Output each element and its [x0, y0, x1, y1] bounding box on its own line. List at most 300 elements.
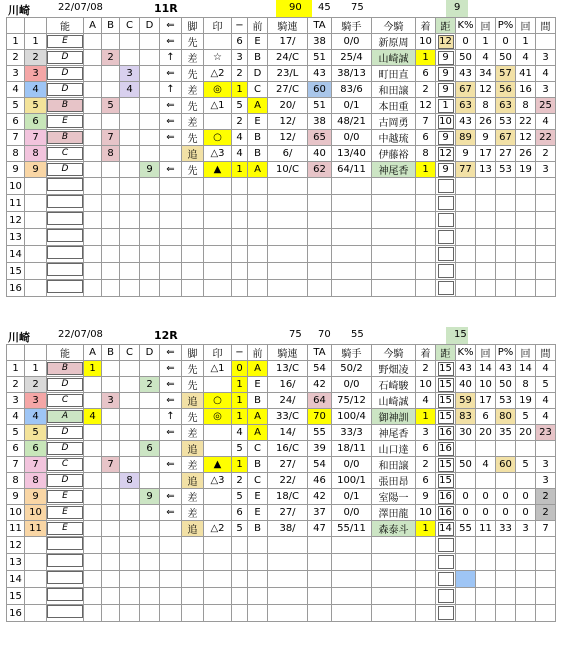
cell-m: 1 — [232, 409, 248, 425]
cell-ta: 51 — [308, 98, 332, 114]
cell-imakishu: 山崎誠 — [372, 50, 416, 66]
ability-box[interactable]: D — [47, 67, 83, 80]
cell-mae: D — [248, 66, 268, 82]
cell-c — [120, 361, 140, 377]
column-header: D — [140, 345, 160, 361]
kyori-box[interactable]: 9 — [438, 83, 454, 97]
cell-k1 — [476, 537, 496, 554]
kyori-box[interactable] — [438, 589, 454, 603]
cell-mae: C — [248, 473, 268, 489]
cell-u: 4 — [25, 82, 47, 98]
table-row[interactable] — [7, 34, 556, 50]
cell-k1: 34 — [476, 66, 496, 82]
ability-box[interactable]: D — [47, 83, 83, 96]
cell-kan — [536, 195, 556, 212]
cell-kan: 22 — [536, 130, 556, 146]
cell-arr: ⇐ — [160, 377, 182, 393]
cell-kan — [536, 212, 556, 229]
table-row[interactable] — [7, 146, 556, 162]
table-row[interactable] — [7, 441, 556, 457]
cell-m: 6 — [232, 505, 248, 521]
cell-chaku — [416, 605, 436, 622]
cell-a — [84, 229, 102, 246]
cell-a — [84, 195, 102, 212]
cell-no: 3 — [7, 393, 25, 409]
table-row[interactable] — [7, 98, 556, 114]
kyori-box[interactable]: 9 — [438, 51, 454, 65]
cell-nou — [47, 195, 84, 212]
cell-c — [120, 98, 140, 114]
cell-k2 — [516, 246, 536, 263]
column-header: 回 — [476, 18, 496, 34]
cell-pp: 50 — [496, 50, 516, 66]
table-row[interactable] — [7, 114, 556, 130]
cell-m — [232, 178, 248, 195]
cell-pp: 80 — [496, 409, 516, 425]
cell-d — [140, 588, 160, 605]
column-header: K% — [456, 345, 476, 361]
cell-mae — [248, 554, 268, 571]
column-header: B — [102, 18, 120, 34]
cell-kan: 23 — [536, 425, 556, 441]
ability-box[interactable]: D — [47, 51, 83, 64]
kyori-box[interactable]: 16 — [439, 442, 452, 454]
table-row[interactable] — [7, 473, 556, 489]
kyori-box[interactable]: 9 — [438, 163, 454, 177]
ability-box[interactable]: E — [47, 522, 83, 535]
cell-pp: 35 — [496, 425, 516, 441]
cell-kishu — [332, 229, 372, 246]
table-row-empty — [7, 263, 556, 280]
ability-box[interactable] — [47, 195, 83, 208]
cell-u — [25, 229, 47, 246]
cell-imakishu: 本田重 — [372, 98, 416, 114]
cell-d — [140, 229, 160, 246]
cell-kyaku: 先 — [182, 409, 204, 425]
cell-m: 1 — [232, 377, 248, 393]
cell-kiren — [268, 554, 308, 571]
kyori-box[interactable] — [438, 213, 454, 227]
cell-arr — [160, 588, 182, 605]
ability-box[interactable] — [47, 537, 83, 550]
ability-box[interactable]: D — [47, 474, 83, 487]
cell-kp: 63 — [456, 98, 476, 114]
column-header: 騎連 — [268, 345, 308, 361]
cell-kyori — [436, 98, 456, 114]
cell-u: 1 — [25, 34, 47, 50]
cell-pp — [496, 229, 516, 246]
cell-shirushi: ○ — [204, 393, 232, 409]
kyori-box[interactable]: 16 — [439, 490, 452, 502]
column-header: − — [232, 345, 248, 361]
cell-kishu — [332, 554, 372, 571]
cell-mae: E — [248, 114, 268, 130]
cell-a — [84, 246, 102, 263]
column-header: 印 — [204, 18, 232, 34]
cell-b — [102, 246, 120, 263]
kyori-box[interactable]: 9 — [438, 131, 454, 145]
kyori-box[interactable]: 15 — [439, 410, 452, 422]
ability-box[interactable] — [47, 554, 83, 567]
cell-c — [120, 263, 140, 280]
ability-box[interactable] — [47, 280, 83, 293]
cell-k2: 14 — [516, 361, 536, 377]
cell-shirushi: △3 — [204, 146, 232, 162]
table-row[interactable] — [7, 409, 556, 425]
ability-box[interactable]: B — [47, 99, 83, 112]
kyori-box[interactable] — [438, 281, 454, 295]
cell-chaku: 1 — [416, 521, 436, 537]
cell-ta — [308, 605, 332, 622]
column-header: 脚 — [182, 18, 204, 34]
cell-c — [120, 588, 140, 605]
cell-imakishu — [372, 178, 416, 195]
cell-pp: 0 — [496, 34, 516, 50]
kyori-box[interactable]: 15 — [439, 362, 452, 374]
cell-kyaku — [182, 246, 204, 263]
cell-shirushi — [204, 195, 232, 212]
cell-kyori — [436, 50, 456, 66]
cell-arr: ⇐ — [160, 505, 182, 521]
ability-box[interactable]: E — [47, 115, 83, 128]
cell-kishu: 0/0 — [332, 457, 372, 473]
cell-u — [25, 178, 47, 195]
kyori-box[interactable]: 14 — [439, 522, 452, 534]
cell-k1 — [476, 554, 496, 571]
table-row[interactable] — [7, 489, 556, 505]
ability-box[interactable]: D — [47, 163, 83, 176]
cell-kyaku: 追 — [182, 393, 204, 409]
cell-chaku: 6 — [416, 66, 436, 82]
cell-kishu: 33/3 — [332, 425, 372, 441]
cell-no: 8 — [7, 146, 25, 162]
cell-mae — [248, 212, 268, 229]
cell-d — [140, 146, 160, 162]
kyori-box[interactable] — [438, 264, 454, 278]
kyori-box[interactable] — [438, 196, 454, 210]
table-row[interactable] — [7, 66, 556, 82]
kyori-box[interactable]: 16 — [439, 506, 452, 518]
cell-b — [102, 588, 120, 605]
table-row[interactable] — [7, 393, 556, 409]
cell-shirushi — [204, 425, 232, 441]
ability-box[interactable] — [47, 571, 83, 584]
cell-no: 11 — [7, 195, 25, 212]
cell-a — [84, 66, 102, 82]
cell-k2: 26 — [516, 146, 536, 162]
cell-k2: 16 — [516, 82, 536, 98]
cell-ta: 46 — [308, 473, 332, 489]
column-header: 前 — [248, 345, 268, 361]
header-row — [7, 18, 556, 34]
cell-c — [120, 377, 140, 393]
table-row-empty — [7, 178, 556, 195]
ability-box[interactable]: C — [47, 147, 83, 160]
cell-kan — [536, 605, 556, 622]
cell-pp: 50 — [496, 377, 516, 393]
table-row[interactable] — [7, 457, 556, 473]
ability-box[interactable]: A — [47, 410, 83, 423]
table-row[interactable] — [7, 505, 556, 521]
cell-k2 — [516, 441, 536, 457]
cell-b — [102, 489, 120, 505]
cell-kp: 0 — [456, 489, 476, 505]
table-row[interactable] — [7, 82, 556, 98]
ta-header-value: 45 — [318, 2, 331, 13]
cell-kishu — [332, 537, 372, 554]
cell-c — [120, 505, 140, 521]
ability-box[interactable]: C — [47, 394, 83, 407]
kyori-box[interactable] — [438, 555, 454, 569]
column-header-blank — [7, 18, 25, 34]
cell-d — [140, 130, 160, 146]
table-row[interactable] — [7, 521, 556, 537]
ability-box[interactable] — [47, 178, 83, 191]
cell-arr — [160, 212, 182, 229]
ability-box[interactable]: D — [47, 442, 83, 455]
cell-kp: 77 — [456, 162, 476, 178]
cell-m — [232, 280, 248, 297]
column-header: C — [120, 18, 140, 34]
cell-b — [102, 212, 120, 229]
cell-a — [84, 393, 102, 409]
cell-a — [84, 114, 102, 130]
cell-kan: 3 — [536, 473, 556, 489]
cell-m: 2 — [232, 66, 248, 82]
cell-pp: 63 — [496, 98, 516, 114]
ability-box[interactable]: D — [47, 378, 83, 391]
cell-u: 2 — [25, 50, 47, 66]
kyori-box[interactable] — [438, 179, 454, 193]
cell-kiren: 10/C — [268, 162, 308, 178]
cell-m: 4 — [232, 425, 248, 441]
cell-shirushi — [204, 280, 232, 297]
cell-kan: 4 — [536, 361, 556, 377]
cell-chaku — [416, 280, 436, 297]
kyori-box[interactable]: 15 — [439, 378, 452, 390]
cell-u: 5 — [25, 98, 47, 114]
cell-kiren — [268, 195, 308, 212]
cell-k2: 19 — [516, 393, 536, 409]
cell-k2: 8 — [516, 98, 536, 114]
cell-kp — [456, 195, 476, 212]
cell-kyori — [436, 554, 456, 571]
cell-imakishu: 張田昂 — [372, 473, 416, 489]
cell-no: 9 — [7, 162, 25, 178]
cell-mae — [248, 605, 268, 622]
cell-mae — [248, 195, 268, 212]
cell-k1: 4 — [476, 457, 496, 473]
cell-chaku: 1 — [416, 162, 436, 178]
kyori-box[interactable]: 16 — [439, 426, 452, 438]
cell-arr: ⇐ — [160, 114, 182, 130]
kyori-box[interactable]: 15 — [439, 394, 452, 406]
kyori-box[interactable] — [438, 572, 454, 586]
table-row[interactable] — [7, 162, 556, 178]
cell-u — [25, 263, 47, 280]
cell-pp — [496, 571, 516, 588]
ability-box[interactable] — [47, 212, 83, 225]
cell-k2: 5 — [516, 457, 536, 473]
ability-box[interactable] — [47, 588, 83, 601]
kyori-box[interactable] — [438, 606, 454, 620]
cell-no: 2 — [7, 50, 25, 66]
cell-chaku: 10 — [416, 34, 436, 50]
cell-u — [25, 537, 47, 554]
cell-kishu: 18/11 — [332, 441, 372, 457]
cell-chaku: 6 — [416, 473, 436, 489]
kyori-box[interactable]: 15 — [439, 458, 452, 470]
cell-c — [120, 441, 140, 457]
cell-m — [232, 212, 248, 229]
cell-kp: 43 — [456, 361, 476, 377]
cell-k2: 12 — [516, 130, 536, 146]
cell-nou — [47, 489, 84, 505]
cell-kishu: 100/4 — [332, 409, 372, 425]
ability-box[interactable]: E — [47, 35, 83, 48]
cell-kyaku: 差 — [182, 50, 204, 66]
cell-kiren: 24/ — [268, 393, 308, 409]
cell-m: 6 — [232, 34, 248, 50]
cell-c — [120, 229, 140, 246]
table-row-empty — [7, 588, 556, 605]
kyori-box[interactable]: 12 — [439, 147, 452, 159]
cell-k2: 22 — [516, 114, 536, 130]
cell-m — [232, 537, 248, 554]
cell-chaku — [416, 229, 436, 246]
ability-box[interactable]: D — [47, 426, 83, 439]
kyori-box[interactable] — [438, 538, 454, 552]
cell-k1: 6 — [476, 409, 496, 425]
ta-header-value: 70 — [318, 329, 331, 340]
table-row[interactable] — [7, 361, 556, 377]
ability-box[interactable]: C — [47, 458, 83, 471]
ability-box[interactable]: B — [47, 362, 83, 375]
cell-mae: E — [248, 489, 268, 505]
cell-kp: 50 — [456, 457, 476, 473]
column-header: P% — [496, 18, 516, 34]
cell-imakishu: 室陽一 — [372, 489, 416, 505]
cell-imakishu: 澤田龍 — [372, 505, 416, 521]
cell-ta: 42 — [308, 489, 332, 505]
cell-kan: 4 — [536, 393, 556, 409]
cell-kiren: 13/C — [268, 361, 308, 377]
cell-k2: 19 — [516, 162, 536, 178]
table-row[interactable] — [7, 130, 556, 146]
cell-kyori — [436, 114, 456, 130]
table-row[interactable] — [7, 425, 556, 441]
cell-imakishu: 和田譲 — [372, 82, 416, 98]
cell-kp — [456, 229, 476, 246]
cell-a — [84, 605, 102, 622]
cell-shirushi — [204, 212, 232, 229]
cell-kiren: 33/C — [268, 409, 308, 425]
cell-shirushi — [204, 537, 232, 554]
ability-box[interactable] — [47, 246, 83, 259]
cell-d — [140, 195, 160, 212]
table-row-empty — [7, 571, 556, 588]
cell-b — [102, 425, 120, 441]
column-header: 回 — [476, 345, 496, 361]
cell-c: 8 — [120, 473, 140, 489]
table-row-empty — [7, 554, 556, 571]
table-row-empty — [7, 246, 556, 263]
entry-table — [6, 344, 556, 622]
cell-kishu — [332, 588, 372, 605]
cell-c — [120, 393, 140, 409]
kyori-box[interactable]: 15 — [439, 474, 452, 486]
ability-box[interactable] — [47, 605, 83, 618]
cell-arr — [160, 280, 182, 297]
cell-no: 2 — [7, 377, 25, 393]
cell-mae: A — [248, 361, 268, 377]
cell-kiren — [268, 178, 308, 195]
cell-pp: 53 — [496, 114, 516, 130]
kyori-box[interactable]: 1 — [438, 99, 454, 113]
cell-kyori — [436, 178, 456, 195]
cell-kiren — [268, 246, 308, 263]
kyori-box[interactable]: 9 — [438, 67, 454, 81]
cell-pp: 57 — [496, 66, 516, 82]
cell-kiren: 16/ — [268, 377, 308, 393]
cell-chaku: 9 — [416, 489, 436, 505]
cell-u — [25, 554, 47, 571]
cell-imakishu — [372, 588, 416, 605]
cell-b — [102, 280, 120, 297]
cell-shirushi — [204, 605, 232, 622]
cell-imakishu: 石崎駿 — [372, 377, 416, 393]
cell-no: 1 — [7, 34, 25, 50]
table-row[interactable] — [7, 50, 556, 66]
cell-mae — [248, 178, 268, 195]
cell-nou — [47, 588, 84, 605]
cell-u: 7 — [25, 457, 47, 473]
cell-k1: 17 — [476, 393, 496, 409]
cell-kishu: 100/1 — [332, 473, 372, 489]
ability-box[interactable] — [47, 263, 83, 276]
kyori-box[interactable] — [438, 247, 454, 261]
cell-b — [102, 409, 120, 425]
column-header: ⇐ — [160, 345, 182, 361]
cell-arr: ⇐ — [160, 361, 182, 377]
cell-k2 — [516, 195, 536, 212]
column-header: 今騎 — [372, 18, 416, 34]
cell-b: 7 — [102, 130, 120, 146]
cell-kan: 2 — [536, 505, 556, 521]
ability-box[interactable] — [47, 229, 83, 242]
cell-chaku — [416, 571, 436, 588]
cell-ta — [308, 571, 332, 588]
ability-box[interactable]: E — [47, 490, 83, 503]
cell-d — [140, 409, 160, 425]
kyori-box[interactable]: 12 — [439, 35, 452, 47]
cell-kyaku — [182, 195, 204, 212]
cell-imakishu: 古岡勇 — [372, 114, 416, 130]
ability-box[interactable]: B — [47, 131, 83, 144]
cell-kiren — [268, 537, 308, 554]
cell-c — [120, 212, 140, 229]
cell-kyori — [436, 162, 456, 178]
cell-u — [25, 571, 47, 588]
kyori-box[interactable]: 10 — [439, 115, 452, 127]
ability-box[interactable]: E — [47, 506, 83, 519]
cell-shirushi — [204, 588, 232, 605]
cell-arr — [160, 571, 182, 588]
kyori-box[interactable] — [438, 230, 454, 244]
cell-chaku: 6 — [416, 441, 436, 457]
cell-arr — [160, 441, 182, 457]
table-row[interactable] — [7, 377, 556, 393]
